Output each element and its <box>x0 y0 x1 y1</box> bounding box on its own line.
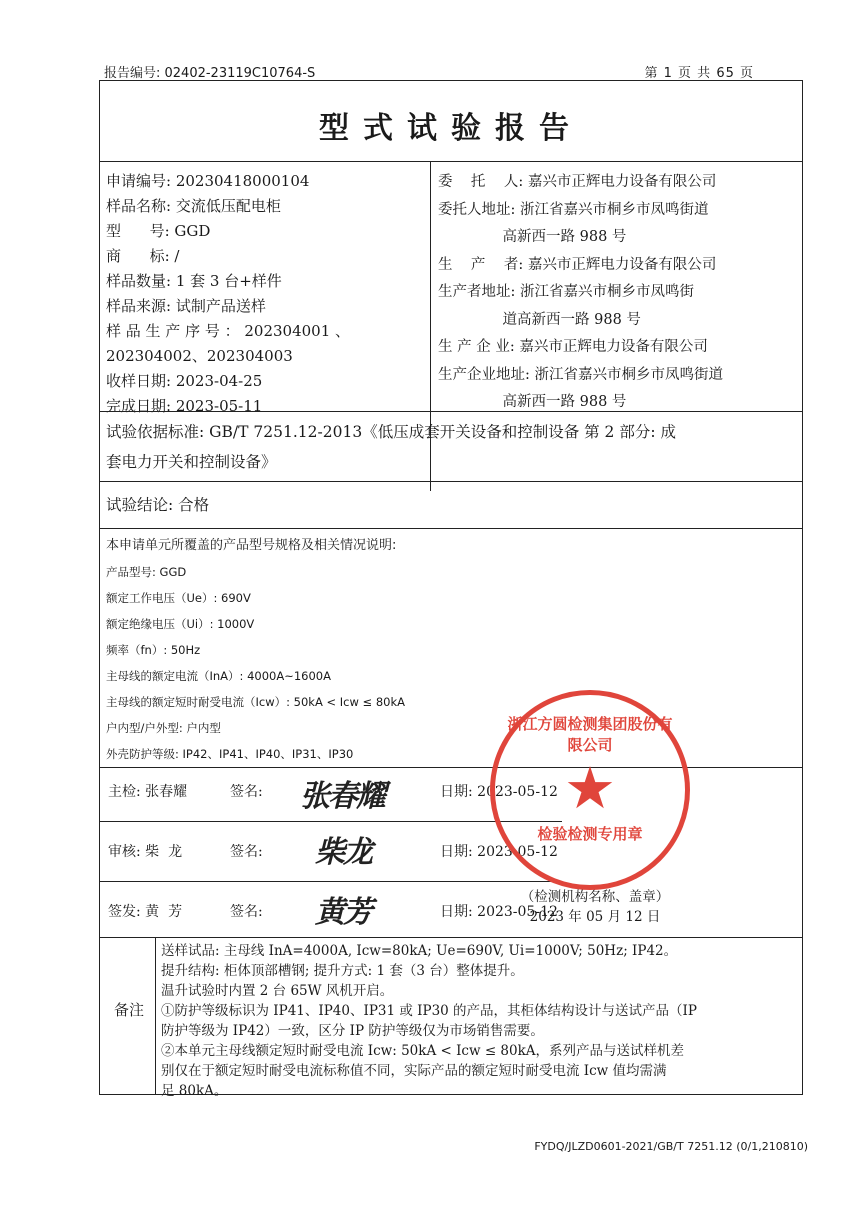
conclusion: 试验结论: 合格 <box>106 496 210 514</box>
info-line: 生 产 企 业: 嘉兴市正辉电力设备有限公司 <box>438 339 708 355</box>
divider <box>100 767 802 768</box>
info-line: 样 品 生 产 序 号 ： 202304001 、 <box>106 322 351 340</box>
remark-line: 送样试品: 主母线 InA=4000A, Icw=80kA; Ue=690V, Ui=1000V; 50Hz; IP42。 <box>161 943 678 959</box>
remark-line: ②本单元主母线额定短时耐受电流 Icw: 50kA < Icw ≤ 80kA，系列产品与送试样机差 <box>161 1043 685 1059</box>
divider <box>100 881 562 882</box>
info-line: 生产企业地址: 浙江省嘉兴市桐乡市凤鸣街道 <box>438 366 723 383</box>
stamp-caption <box>500 887 690 927</box>
role: 签发: 黄 芳 <box>108 904 183 920</box>
info-line: 道高新西一路 988 号 <box>438 311 641 328</box>
date: 日期: 2023-05-12 <box>440 904 558 920</box>
remark-line: 温升试验时内置 2 台 65W 风机开启。 <box>161 983 394 999</box>
signature: 黄芳 <box>315 895 371 930</box>
specs-block <box>106 533 796 767</box>
divider <box>100 161 802 162</box>
divider <box>100 937 802 938</box>
date: 日期: 2023-05-12 <box>440 784 558 800</box>
spec-line: 本申请单元所覆盖的产品型号规格及相关情况说明: <box>106 538 397 553</box>
info-line: 高新西一路 988 号 <box>438 229 627 245</box>
remarks-block <box>161 941 792 1101</box>
info-line: 生 产 者: 嘉兴市正辉电力设备有限公司 <box>438 256 717 273</box>
standard-block <box>106 417 796 477</box>
right-info-block <box>438 169 800 417</box>
signature: 柴龙 <box>315 835 371 870</box>
remark-line: 足 80kA。 <box>161 1083 228 1099</box>
info-line: 生产者地址: 浙江省嘉兴市桐乡市凤鸣街 <box>438 284 694 300</box>
spec-line: 额定工作电压（Ue）: 690V <box>106 591 251 605</box>
divider <box>100 481 802 482</box>
sign-label: 签名: <box>230 844 263 860</box>
spec-line: 外壳防护等级: IP42、IP41、IP40、IP31、IP30 <box>106 747 354 761</box>
remark-line: 防护等级为 IP42）一致，区分 IP 防护等级仅为市场销售需要。 <box>161 1023 544 1039</box>
spec-line: 产品型号: GGD <box>106 565 187 579</box>
role: 主检: 张春耀 <box>108 784 188 800</box>
info-line: 收样日期: 2023-04-25 <box>106 372 263 390</box>
page-info: 第 1 页 共 65 页 <box>644 66 754 81</box>
standard-line: 套电力开关和控制设备》 <box>106 453 277 471</box>
report-number: 报告编号: 02402-23119C10764-S <box>104 66 316 81</box>
sign-label: 签名: <box>230 904 263 920</box>
stamp-top-text: 浙江方圆检测集团股份有限公司 <box>507 715 673 754</box>
sign-label: 签名: <box>230 784 263 800</box>
remark-line: 别仅在于额定短时耐受电流标称值不同，实际产品的额定短时耐受电流 Icw 值均需满 <box>161 1063 667 1079</box>
info-line: 样品数量: 1 套 3 台+样件 <box>106 272 282 290</box>
divider <box>100 411 802 412</box>
role: 审核: 柴 龙 <box>108 844 183 860</box>
date: 日期: 2023-05-12 <box>440 844 558 860</box>
info-line: 型 号: GGD <box>106 222 211 240</box>
remark-line: ①防护等级标识为 IP41、IP40、IP31 或 IP30 的产品，其柜体结构设计与送试产品（IP <box>161 1003 697 1019</box>
left-info-block <box>106 169 426 419</box>
official-stamp <box>490 690 690 890</box>
report-title: 型式试验报告 <box>319 111 583 146</box>
remark-line: 提升结构: 柜体顶部槽钢; 提升方式: 1 套（3 台）整体提升。 <box>161 963 524 979</box>
spec-line: 额定绝缘电压（Ui）: 1000V <box>106 617 255 631</box>
form-code: FYDQ/JLZD0601-2021/GB/T 7251.12 (0/1,210810) <box>534 1140 808 1153</box>
info-line: 委托人地址: 浙江省嘉兴市桐乡市凤鸣街道 <box>438 201 709 218</box>
star-icon: ★ <box>564 754 616 822</box>
divider <box>100 528 802 529</box>
info-line: 样品名称: 交流低压配电柜 <box>106 197 281 215</box>
spec-line: 主母线的额定电流（InA）: 4000A~1600A <box>106 669 331 683</box>
signature: 张春耀 <box>300 779 384 814</box>
info-line: 202304002、202304003 <box>106 347 293 365</box>
info-line: 申请编号: 20230418000104 <box>106 172 310 190</box>
standard-line: 试验依据标准: GB/T 7251.12-2013《低压成套开关设备和控制设备 第 2 部分: 成 <box>106 423 676 441</box>
info-line: 商 标: / <box>106 247 180 265</box>
spec-line: 频率（fn）: 50Hz <box>106 643 201 657</box>
remarks-label: 备注 <box>114 1001 145 1019</box>
info-line: 委 托 人: 嘉兴市正辉电力设备有限公司 <box>438 174 717 190</box>
info-line: 样品来源: 试制产品送样 <box>106 297 266 315</box>
info-line: 完成日期: 2023-05-11 <box>106 397 263 415</box>
stamp-caption-line: 2023 年 05 月 12 日 <box>529 909 661 925</box>
info-line: 高新西一路 988 号 <box>438 394 627 410</box>
spec-line: 户内型/户外型: 户内型 <box>106 721 221 735</box>
divider <box>100 821 562 822</box>
report-frame <box>99 80 803 1099</box>
spec-line: 主母线的额定短时耐受电流（Icw）: 50kA < Icw ≤ 80kA <box>106 695 405 709</box>
stamp-caption-line: （检测机构名称、盖章） <box>520 889 670 905</box>
column-divider <box>155 937 156 1094</box>
stamp-bottom-text: 检验检测专用章 <box>537 825 643 843</box>
